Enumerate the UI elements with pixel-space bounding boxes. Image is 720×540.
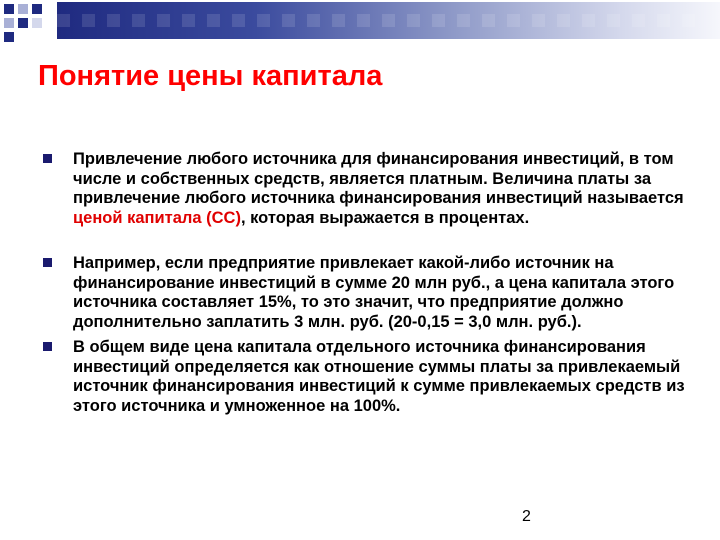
bullet-square-icon: [43, 342, 52, 351]
page-number: 2: [522, 508, 531, 525]
bullet-text: Привлечение любого источника для финансирования инвестиций, в том числе и собственных средств, является платным. Величина платы за привлечение любого источника финансирования инвестиций называется: [73, 150, 684, 207]
deco-square: [4, 32, 14, 42]
bullet-text: Например, если предприятие привлекает какой-либо источник на финансирование инвестиций в сумме 20 млн руб., а цена капитала этого источника составляет 15%, то это значит, что предприятие должно дополнительно заплатить 3 млн. руб. (20-0,15 = 3,0 млн. руб.).: [73, 254, 675, 331]
highlighted-term: ценой капитала (СС): [73, 208, 241, 227]
header-bar-pattern: [57, 2, 720, 39]
bullet-text: , которая выражается в процентах.: [240, 208, 530, 227]
slide-content: [40, 150, 695, 416]
bullet-text: В общем виде цена капитала отдельного источника финансирования инвестиций определяется как отношение суммы платы за привлекаемый источник финансирования инвестиций к сумме привлекаемых средств из этого источника и умноженное на 100%.: [73, 338, 685, 415]
slide-title: Понятие цены капитала: [38, 60, 383, 92]
deco-square: [18, 4, 28, 14]
deco-square: [18, 18, 28, 28]
deco-square: [4, 18, 14, 28]
bullet-square-icon: [43, 154, 52, 163]
bullet-item: [40, 338, 695, 416]
bullet-item: [40, 150, 695, 228]
deco-square: [4, 4, 14, 14]
deco-square: [32, 18, 42, 28]
bullet-square-icon: [43, 258, 52, 267]
deco-square: [32, 4, 42, 14]
header-gradient-bar: [57, 2, 720, 39]
decorative-squares: [0, 0, 60, 60]
bullet-item: [40, 254, 695, 332]
